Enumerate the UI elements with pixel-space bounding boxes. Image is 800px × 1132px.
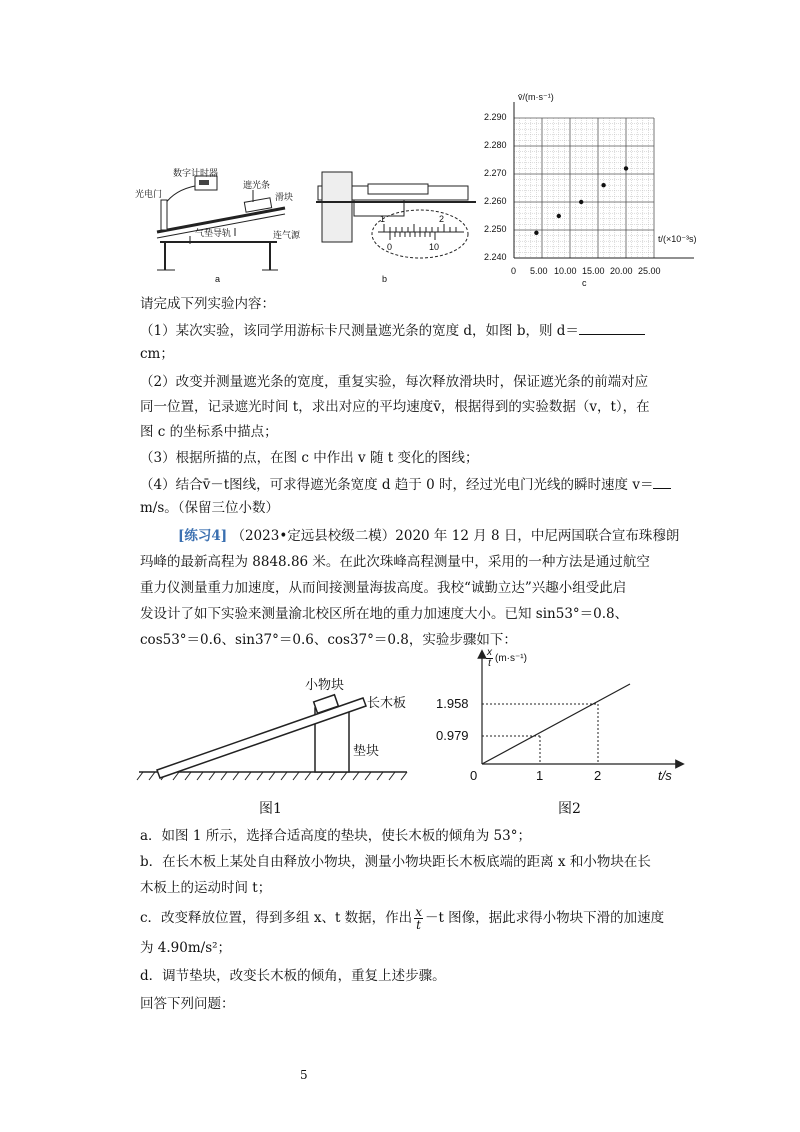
- page-number: 5: [300, 1068, 308, 1082]
- label-board: 长木板: [367, 696, 407, 711]
- step-d: d．调节垫块，改变长木板的倾角，重复上述步骤。: [140, 968, 446, 984]
- figure-a-caption: a: [215, 274, 221, 284]
- label-gate: 光电门: [135, 189, 163, 199]
- question-2-line-2: 同一位置，记录遮光时间 t，求出对应的平均速度v̄，根据得到的实验数据（v，t），在: [140, 399, 650, 415]
- main-scale-2: 2: [439, 214, 445, 224]
- label-rail: 气垫导轨: [195, 228, 232, 238]
- velocity-time-chart: [478, 90, 710, 290]
- xt-chart: [430, 646, 690, 786]
- ytick-label: 2.240: [484, 252, 507, 262]
- label-timer: 数字计时器: [173, 168, 219, 178]
- question-1-text: （1）某次实验，该同学用游标卡尺测量遮光条的宽度 d，如图 b，则 d＝: [140, 323, 579, 339]
- figure-c-ylabel: v̄/(m·s⁻¹): [518, 92, 554, 102]
- xtick-label: 25.00: [638, 266, 661, 276]
- xtick-0: 0: [470, 768, 478, 783]
- question-3: （3）根据所描的点，在图 c 中作出 v 随 t 变化的图线；: [140, 450, 479, 466]
- step-c-line-2: 为 4.90m/s²；: [140, 940, 232, 956]
- xtick-label: 0: [511, 266, 517, 276]
- figure-b-caption: b: [382, 274, 388, 284]
- data-point: [624, 166, 628, 170]
- figure-c-xlabel: t/(×10⁻³s): [658, 234, 697, 244]
- figure-c: [478, 90, 710, 290]
- intro-line: 请完成下列实验内容：: [140, 296, 275, 312]
- ytick-label: 2.290: [484, 112, 507, 122]
- label-strip: 遮光条: [243, 180, 271, 190]
- question-2-line-3: 图 c 的坐标系中描点；: [140, 424, 278, 440]
- step-c-text-2: －t 图像，据此求得小物块下滑的加速度: [424, 910, 665, 926]
- figure-a: [135, 160, 305, 285]
- figure-2-ylabel: [484, 648, 527, 669]
- ytick-1958: 1.958: [436, 696, 469, 711]
- ytick-0979: 0.979: [436, 728, 469, 743]
- step-c-text-1: c．改变释放位置，得到多组 x、t 数据，作出: [140, 910, 413, 926]
- step-c-line-1: [140, 906, 664, 931]
- figure-b: [308, 160, 480, 285]
- label-air: 连气源: [273, 230, 301, 240]
- answer-prompt: 回答下列问题：: [140, 996, 235, 1012]
- exercise-line-1: [178, 526, 679, 546]
- xtick-label: 20.00: [610, 266, 633, 276]
- ytick-label: 2.270: [484, 168, 507, 178]
- question-2-line-1: （2）改变并测量遮光条的宽度，重复实验，每次释放滑块时，保证遮光条的前端对应: [140, 374, 649, 390]
- step-c-fraction: [414, 906, 423, 931]
- exercise-line-3: 重力仪测量重力加速度，从而间接测量海拔高度。我校“诚勤立达”兴趣小组受此启: [140, 580, 627, 596]
- exercise-line-5: cos53°＝0.6、sin37°＝0.6、cos37°＝0.8，实验步骤如下：: [140, 632, 517, 648]
- xtick-1: 1: [536, 768, 544, 783]
- data-point: [601, 183, 605, 187]
- data-point: [534, 231, 538, 235]
- vernier-caliper-diagram: [308, 160, 480, 285]
- fraction-num: x: [415, 905, 422, 919]
- figure-1-caption: 图1: [259, 801, 282, 817]
- question-4: [140, 474, 671, 495]
- air-track-diagram: [135, 160, 305, 285]
- answer-blank-v[interactable]: [653, 474, 671, 489]
- label-slider: 滑块: [275, 192, 294, 202]
- label-pad: 垫块: [353, 744, 380, 759]
- xtick-label: 10.00: [554, 266, 577, 276]
- fraction-den: t: [416, 918, 421, 932]
- xtick-label: 5.00: [530, 266, 548, 276]
- vernier-scale-0: 0: [387, 242, 393, 252]
- ylabel-den: t: [488, 658, 491, 669]
- step-a: a．如图 1 所示，选择合适高度的垫块，使长木板的倾角为 53°；: [140, 828, 531, 844]
- question-1: [140, 320, 645, 341]
- step-b-line-2: 木板上的运动时间 t；: [140, 880, 272, 896]
- ytick-label: 2.280: [484, 140, 507, 150]
- exercise-line-4: 发设计了如下实验来测量渝北校区所在地的重力加速度大小。已知 sin53°＝0.8、: [140, 606, 629, 622]
- exercise-source: （2023•定远县校级二模）2020 年 12 月 8 日，中尼两国联合宣布珠穆朗: [231, 528, 680, 544]
- ytick-label: 2.250: [484, 224, 507, 234]
- question-4-text: （4）结合v̄－t图线，可求得遮光条宽度 d 趋于 0 时，经过光电门光线的瞬时速度 v＝: [140, 477, 654, 493]
- question-4-unit: m/s。（保留三位小数）: [140, 500, 280, 516]
- figure-2-xlabel: t/s: [658, 768, 672, 783]
- ytick-label: 2.260: [484, 196, 507, 206]
- figure-2-caption: 图2: [558, 801, 581, 817]
- vernier-scale-10: 10: [429, 242, 440, 252]
- exercise-tag: [练习4]: [178, 528, 228, 544]
- figure-c-caption: c: [582, 278, 587, 288]
- label-block: 小物块: [305, 678, 345, 693]
- data-point: [579, 200, 583, 204]
- data-point: [557, 214, 561, 218]
- figure-2: [430, 646, 690, 826]
- incline-diagram: [135, 664, 410, 784]
- exercise-line-2: 玛峰的最新高程为 8848.86 米。在此次珠峰高程测量中，采用的一种方法是通过航空: [140, 554, 650, 570]
- answer-blank-d[interactable]: [579, 320, 645, 335]
- ylabel-unit: (m·s⁻¹): [495, 653, 527, 665]
- xtick-2: 2: [594, 768, 602, 783]
- main-scale-1: 1: [380, 214, 386, 224]
- question-1-unit: cm；: [140, 346, 174, 362]
- step-b-line-1: b．在长木板上某处自由释放小物块，测量小物块距长木板底端的距离 x 和小物块在长: [140, 854, 651, 870]
- ylabel-num: x: [487, 647, 492, 658]
- xtick-label: 15.00: [582, 266, 605, 276]
- figure-1: [135, 664, 410, 824]
